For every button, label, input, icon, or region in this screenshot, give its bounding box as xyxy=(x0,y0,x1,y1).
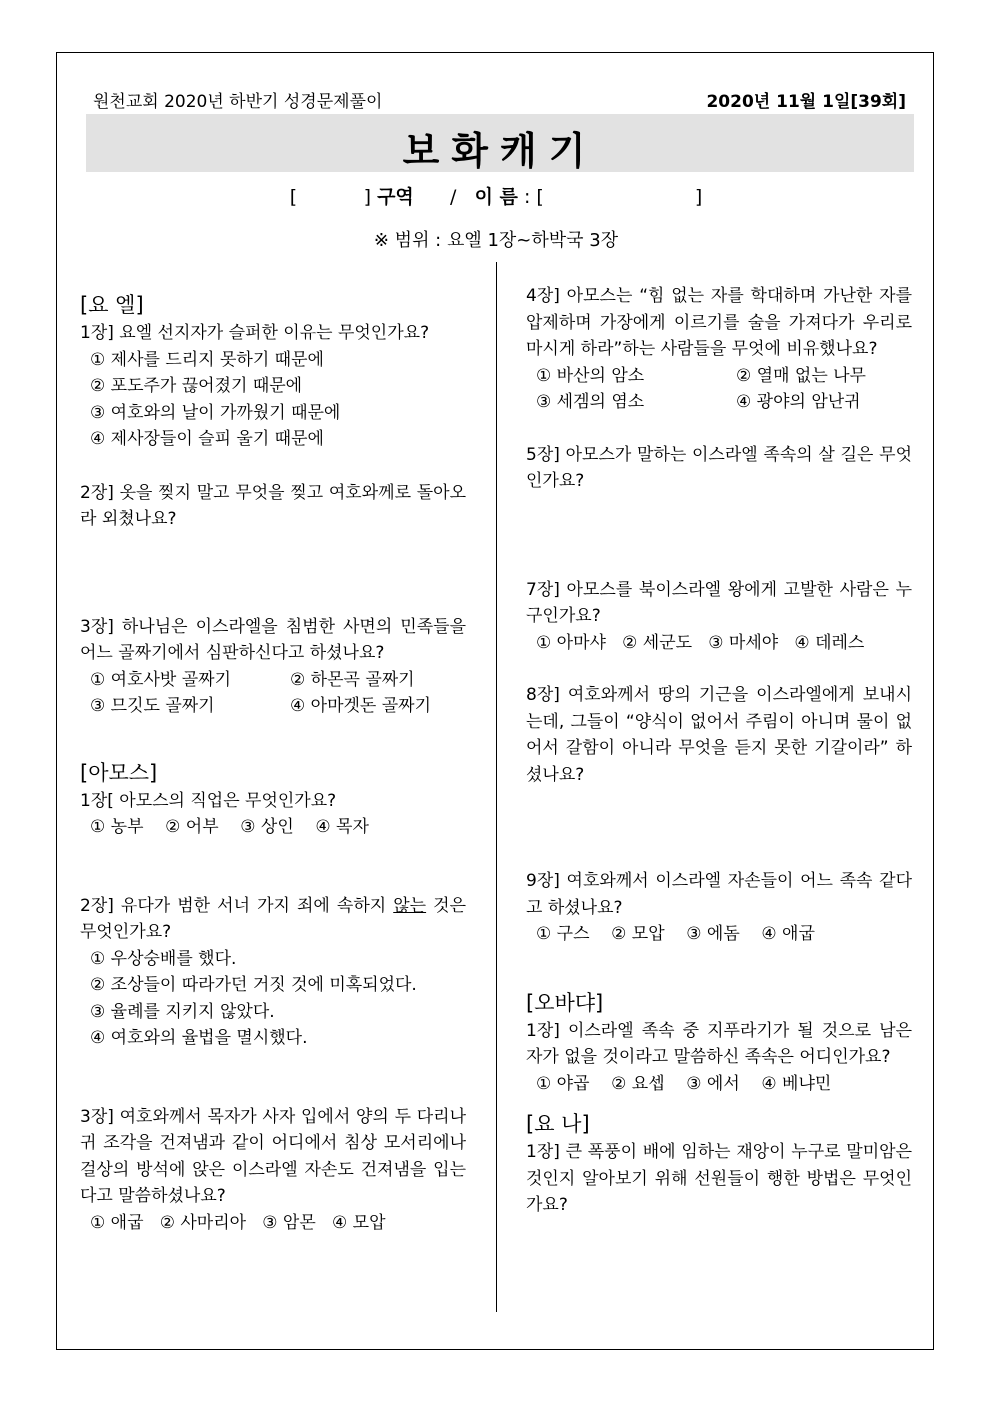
amos-q2-option: ① 우상숭배를 했다. xyxy=(90,948,237,969)
amos-q3-options xyxy=(80,1210,466,1237)
range-line: ※ 범위 : 요엘 1장~하박국 3장 xyxy=(373,230,619,251)
obadiah-q1-options xyxy=(526,1071,912,1098)
amos-q5: 5장] 아모스가 말하는 이스라엘 족속의 살 길은 무엇인가요? xyxy=(526,444,912,491)
left-column xyxy=(80,290,466,1236)
name-line xyxy=(0,182,992,209)
colon: : xyxy=(523,186,531,208)
header-church: 원천교회 2020년 하반기 성경문제풀이 xyxy=(93,92,383,112)
amos-q3: 3장] 여호와께서 목자가 사자 입에서 양의 두 다리나 귀 조각을 건져냄과 같이 어디에서 침상 모서리에나 걸상의 방석에 앉은 이스라엘 자손도 건져냄을 입는다고 말씀하셨나요? xyxy=(80,1106,466,1206)
joel-q2: 2장] 옷을 찢지 말고 무엇을 찢고 여호와께로 돌아오라 외쳤나요? xyxy=(80,482,466,529)
joel-q3-option: ③ 므깃도 골짜기 xyxy=(90,696,215,716)
amos-q4-option: ② 열매 없는 나무 xyxy=(736,365,866,386)
amos-q4-options xyxy=(526,363,912,416)
joel-q3-option: ② 하몬곡 골짜기 xyxy=(290,669,415,690)
joel-q1-option: ④ 제사장들이 슬피 울기 때문에 xyxy=(90,429,324,449)
amos-q4-option: ④ 광야의 암난귀 xyxy=(736,392,861,412)
amos-q9-option: ② 모압 xyxy=(611,924,665,944)
name-label: 이 름 xyxy=(474,186,518,208)
amos-q3-option: ③ 암몬 xyxy=(262,1212,316,1233)
title-bar xyxy=(86,114,914,172)
joel-q1-option: ② 포도주가 끊어졌기 때문에 xyxy=(90,376,303,396)
amos-q9-options xyxy=(526,921,912,948)
section-amos: [아모스] xyxy=(80,760,158,785)
amos-q8: 8장] 여호와께서 땅의 기근을 이스라엘에게 보내시는데, 그들이 “양식이 없어서 주림이 아니며 물이 없어서 갈함이 아니라 무엇을 듣지 못한 기갈이라” 하셨나요? xyxy=(526,685,912,785)
amos-q1-option: ② 어부 xyxy=(165,817,219,837)
amos-q4-option: ③ 세겜의 염소 xyxy=(536,392,645,412)
amos-q7-option: ① 아마샤 xyxy=(536,632,606,653)
amos-q4-option: ① 바산의 암소 xyxy=(536,365,645,386)
amos-q1: 1장[ 아모스의 직업은 무엇인가요? xyxy=(80,790,337,811)
name-bracket-close: ] xyxy=(694,186,703,208)
amos-q1-option: ③ 상인 xyxy=(240,817,294,837)
right-column xyxy=(526,283,912,1219)
amos-q9-option: ④ 애굽 xyxy=(761,924,815,944)
amos-q9-option: ③ 에돔 xyxy=(686,924,740,944)
obadiah-q1-option: ① 야곱 xyxy=(536,1073,590,1094)
page-title: 보화캐기 xyxy=(402,129,598,173)
amos-q3-option: ② 사마리아 xyxy=(159,1212,247,1233)
obadiah-q1-option: ② 요셉 xyxy=(611,1073,665,1094)
zone-bracket-close: ] xyxy=(363,186,372,208)
joel-q3: 3장] 하나님은 이스라엘을 침범한 사면의 민족들을 어느 골짜기에서 심판하신다고 하셨나요? xyxy=(80,616,466,663)
joel-q1-option: ① 제사를 드리지 못하기 때문에 xyxy=(90,349,324,370)
zone-bracket-open: [ xyxy=(289,186,298,208)
amos-q2: 2장] 유다가 범한 서너 가지 죄에 속하지 않는 것은 무엇인가요? xyxy=(80,895,467,942)
zone-label: 구역 xyxy=(377,186,414,208)
section-jonah: [요 나] xyxy=(526,1112,590,1136)
amos-q4: 4장] 아모스는 “힘 없는 자를 학대하며 가난한 자를 압제하며 가장에게 이르기를 술을 가져다가 우리로 마시게 하라”하는 사람들을 무엇에 비유했나요? xyxy=(526,286,912,359)
obadiah-q1: 1장] 이스라엘 족속 중 지푸라기가 될 것으로 남은 자가 없을 것이라고 말씀하신 족속은 어디인가요? xyxy=(526,1020,912,1067)
amos-q7-option: ④ 데레스 xyxy=(794,632,865,653)
obadiah-q1-option: ④ 베냐민 xyxy=(761,1073,832,1094)
joel-q3-option: ④ 아마겟돈 골짜기 xyxy=(290,696,432,716)
underlined-not: 않는 xyxy=(393,895,427,916)
amos-q7-option: ③ 마세야 xyxy=(708,632,779,653)
amos-q1-option: ④ 목자 xyxy=(315,817,369,837)
amos-q7: 7장] 아모스를 북이스라엘 왕에게 고발한 사람은 누구인가요? xyxy=(526,579,912,626)
amos-q2-option: ③ 율례를 지키지 않았다. xyxy=(90,1001,275,1022)
amos-q9: 9장] 여호와께서 이스라엘 자손들이 어느 족속 같다고 하셨나요? xyxy=(526,871,912,918)
amos-q2-option: ④ 여호와의 율법을 멸시했다. xyxy=(90,1028,308,1048)
amos-q3-option: ④ 모압 xyxy=(332,1212,386,1233)
joel-q3-options xyxy=(80,667,466,720)
jonah-q1: 1장] 큰 폭풍이 배에 임하는 재앙이 누구로 말미암은 것인지 알아보기 위해 선원들이 행한 방법은 무엇인가요? xyxy=(526,1142,912,1215)
amos-q7-option: ② 세군도 xyxy=(622,632,693,653)
amos-q1-options xyxy=(80,814,466,841)
amos-q9-option: ① 구스 xyxy=(536,924,590,944)
slash: / xyxy=(450,186,457,208)
section-joel: [요 엘] xyxy=(80,293,144,317)
name-bracket-open: [ xyxy=(536,186,544,208)
amos-q7-options xyxy=(526,630,912,657)
header-date: 2020년 11월 1일[39회] xyxy=(706,92,906,112)
joel-q3-option: ① 여호사밧 골짜기 xyxy=(90,669,232,690)
column-divider xyxy=(496,262,497,1312)
amos-q1-option: ① 농부 xyxy=(90,817,144,837)
amos-q2-option: ② 조상들이 따라가던 거짓 것에 미혹되었다. xyxy=(90,975,417,995)
joel-q1: 1장] 요엘 선지자가 슬퍼한 이유는 무엇인가요? xyxy=(80,323,430,343)
amos-q3-option: ① 애굽 xyxy=(90,1212,144,1233)
section-obadiah: [오바댜] xyxy=(526,990,604,1015)
obadiah-q1-option: ③ 에서 xyxy=(686,1073,740,1094)
joel-q1-option: ③ 여호와의 날이 가까웠기 때문에 xyxy=(90,402,341,423)
